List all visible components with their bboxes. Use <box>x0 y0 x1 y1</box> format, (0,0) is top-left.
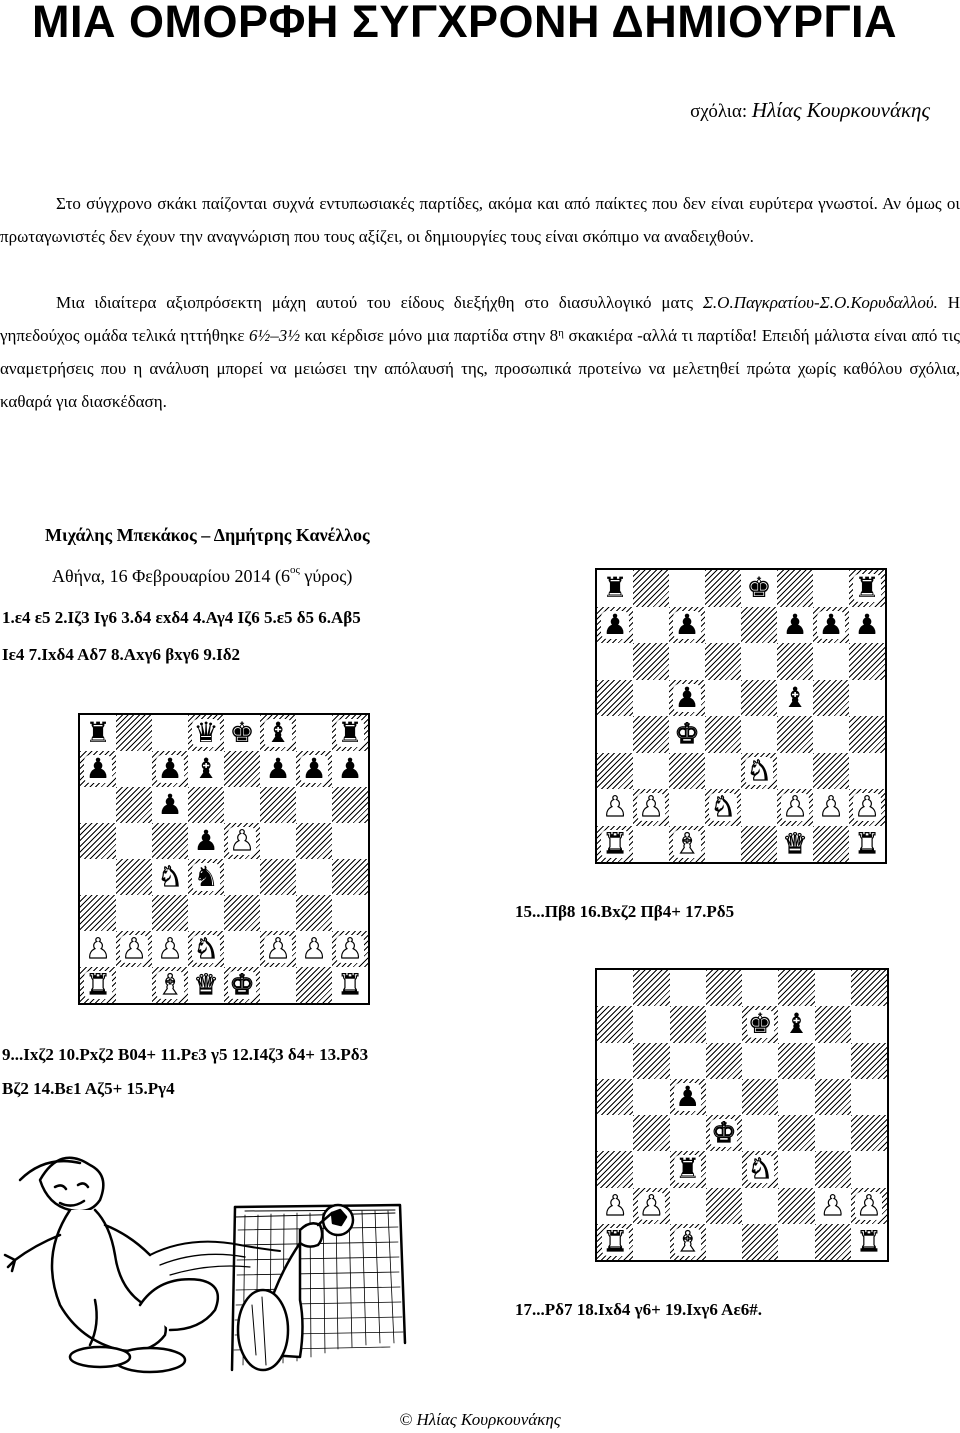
board-square <box>224 895 260 931</box>
white-rook-icon: ♜ <box>85 968 111 1001</box>
white-knight-icon: ♞ <box>157 860 183 893</box>
board-square <box>706 1115 742 1151</box>
board-square <box>849 570 885 607</box>
board-square <box>116 787 152 823</box>
board-square <box>80 715 116 751</box>
black-rook-icon: ♜ <box>675 1152 701 1186</box>
white-queen-icon: ♛ <box>193 968 219 1001</box>
board-square <box>741 826 777 863</box>
black-rook-icon: ♜ <box>337 716 363 749</box>
board-square <box>741 716 777 753</box>
board-square <box>815 1151 851 1187</box>
black-bishop-icon: ♝ <box>265 716 291 749</box>
board-square <box>705 643 741 680</box>
board-square <box>849 716 885 753</box>
board-square <box>597 716 633 753</box>
board-square <box>116 967 152 1003</box>
black-pawn-icon: ♟ <box>782 607 808 641</box>
black-bishop-icon: ♝ <box>782 680 808 714</box>
board-square <box>152 787 188 823</box>
board-square <box>705 789 741 826</box>
board-square <box>741 680 777 717</box>
board-square <box>80 823 116 859</box>
board-square <box>777 643 813 680</box>
board-square <box>815 1006 851 1042</box>
white-pawn-icon: ♟ <box>818 790 844 824</box>
board-square <box>742 1224 778 1260</box>
board-square <box>152 859 188 895</box>
board-square <box>116 823 152 859</box>
white-pawn-icon: ♟ <box>602 790 628 824</box>
board-square <box>296 967 332 1003</box>
board-square <box>188 895 224 931</box>
white-knight-icon: ♞ <box>193 932 219 965</box>
white-king-icon: ♚ <box>229 968 255 1001</box>
venue-sup: ος <box>290 564 300 576</box>
black-pawn-icon: ♟ <box>337 752 363 785</box>
board-square <box>705 680 741 717</box>
black-pawn-icon: ♟ <box>265 752 291 785</box>
white-pawn-icon: ♟ <box>157 932 183 965</box>
board-square <box>813 716 849 753</box>
board-square <box>777 753 813 790</box>
board-square <box>633 1115 669 1151</box>
board-square <box>742 1151 778 1187</box>
board-square <box>633 1006 669 1042</box>
board-square <box>296 715 332 751</box>
black-pawn-icon: ♟ <box>674 607 700 641</box>
board-square <box>741 607 777 644</box>
board-square <box>597 1043 633 1079</box>
board-square <box>116 751 152 787</box>
black-bishop-icon: ♝ <box>193 752 219 785</box>
moves-line: 1.ε4 ε5 2.Ιζ3 Ιγ6 3.δ4 εxδ4 4.Αγ4 Ιζ6 5.ε5 δ5 6.Αβ5 <box>2 608 361 627</box>
board-square <box>778 1224 814 1260</box>
board-square <box>188 859 224 895</box>
board-square <box>188 751 224 787</box>
board-square <box>778 1151 814 1187</box>
board-square <box>778 1115 814 1151</box>
board-square <box>80 931 116 967</box>
board-square <box>849 789 885 826</box>
match-paragraph <box>0 286 960 418</box>
white-pawn-icon: ♟ <box>638 1188 664 1222</box>
black-pawn-icon: ♟ <box>675 1079 701 1113</box>
board-square <box>260 895 296 931</box>
copyright-footer: © Ηλίας Κουρκουνάκης <box>399 1410 561 1429</box>
white-knight-icon: ♞ <box>710 790 736 824</box>
moves-block-4: 17...Ρδ7 18.Ιxδ4 γ6+ 19.Ιxγ6 Αε6#. <box>515 1300 762 1319</box>
board-square <box>778 1188 814 1224</box>
match-text-c: και κέρδισε μόνο μια παρτίδα στην 8 <box>304 326 559 345</box>
white-rook-icon: ♜ <box>602 1224 628 1258</box>
board-square <box>813 680 849 717</box>
board-square <box>849 753 885 790</box>
board-square <box>851 1224 887 1260</box>
board-square <box>778 1043 814 1079</box>
board-square <box>152 823 188 859</box>
board-square <box>706 1079 742 1115</box>
board-square <box>597 826 633 863</box>
board-square <box>633 1224 669 1260</box>
board-square <box>224 787 260 823</box>
board-square <box>224 823 260 859</box>
board-square <box>815 1188 851 1224</box>
board-square <box>260 751 296 787</box>
board-square <box>849 607 885 644</box>
venue-a: Αθήνα, 16 Φεβρουαρίου 2014 (6 <box>52 566 291 586</box>
chess-board-diagram <box>595 968 889 1262</box>
board-square <box>224 931 260 967</box>
board-square <box>815 1115 851 1151</box>
black-pawn-icon: ♟ <box>602 607 628 641</box>
board-square <box>332 967 368 1003</box>
board-square <box>260 931 296 967</box>
board-square <box>597 607 633 644</box>
black-pawn-icon: ♟ <box>674 680 700 714</box>
board-square <box>670 1115 706 1151</box>
board-square <box>633 1151 669 1187</box>
chess-board-diagram <box>78 713 370 1005</box>
black-rook-icon: ♜ <box>854 571 880 605</box>
white-king-icon: ♚ <box>711 1116 737 1150</box>
board-square <box>705 716 741 753</box>
board-square <box>597 789 633 826</box>
moves-line: Ιε4 7.Ιxδ4 Αδ7 8.Αxγ6 βxγ6 9.Ιδ2 <box>2 645 241 664</box>
board-square <box>669 570 705 607</box>
board-square <box>224 967 260 1003</box>
board-square <box>669 789 705 826</box>
board-square <box>815 1079 851 1115</box>
board-square <box>741 570 777 607</box>
white-bishop-icon: ♝ <box>157 968 183 1001</box>
white-pawn-icon: ♟ <box>121 932 147 965</box>
board-square <box>705 570 741 607</box>
board-square <box>116 859 152 895</box>
board-square <box>633 1188 669 1224</box>
white-pawn-icon: ♟ <box>602 1188 628 1222</box>
board-square <box>296 751 332 787</box>
venue-line <box>52 566 352 587</box>
board-square <box>813 789 849 826</box>
board-square <box>116 715 152 751</box>
match-clubs: Σ.Ο.Παγκρατίου-Σ.Ο.Κορυδαλλού. <box>702 293 938 312</box>
board-square <box>188 967 224 1003</box>
players-heading: Μιχάλης Μπεκάκος – Δημήτρης Κανέλλος <box>45 525 370 545</box>
black-pawn-icon: ♟ <box>854 607 880 641</box>
black-pawn-icon: ♟ <box>818 607 844 641</box>
moves-block-1 <box>2 608 361 665</box>
board-square <box>633 970 669 1006</box>
white-pawn-icon: ♟ <box>820 1188 846 1222</box>
board-square <box>296 859 332 895</box>
match-text-a: Μια ιδιαίτερα αξιοπρόσεκτη μάχη αυτού του είδους διεξήχθη στο διασυλλογικό ματς <box>56 293 693 312</box>
board-square <box>633 716 669 753</box>
white-rook-icon: ♜ <box>337 968 363 1001</box>
board-square <box>851 1151 887 1187</box>
board-square <box>813 826 849 863</box>
board-square <box>597 1188 633 1224</box>
white-bishop-icon: ♝ <box>674 826 700 860</box>
board-square <box>741 789 777 826</box>
board-square <box>152 715 188 751</box>
white-bishop-icon: ♝ <box>675 1224 701 1258</box>
byline <box>690 98 930 123</box>
board-square <box>633 607 669 644</box>
board-square <box>851 970 887 1006</box>
board-square <box>851 1079 887 1115</box>
board-square <box>669 753 705 790</box>
board-square <box>669 607 705 644</box>
board-square <box>815 1224 851 1260</box>
black-rook-icon: ♜ <box>85 716 111 749</box>
black-king-icon: ♚ <box>746 571 772 605</box>
board-square <box>80 859 116 895</box>
moves-block-2 <box>2 1045 368 1099</box>
black-pawn-icon: ♟ <box>157 752 183 785</box>
intro-paragraph <box>0 187 960 253</box>
board-square <box>188 931 224 967</box>
intro-text: Στο σύγχρονο σκάκι παίζονται συχνά εντυπωσιακές παρτίδες, ακόμα και από παίκτες που δεν είναι ευρύτερα γνωστοί. Αν όμως οι πρωταγωνιστές δεν έχουν την αναγνώριση που τους αξίζει, οι δημιουργίες τους είναι σκόπιμο να αναδειχθούν. <box>0 194 960 246</box>
board-square <box>777 680 813 717</box>
white-rook-icon: ♜ <box>602 826 628 860</box>
board-square <box>777 716 813 753</box>
board-square <box>706 1151 742 1187</box>
board-square <box>332 859 368 895</box>
chess-board-diagram <box>595 568 887 864</box>
white-pawn-icon: ♟ <box>229 824 255 857</box>
page-title: ΜΙΑ ΟΜΟΡΦΗ ΣΥΓΧΡΟΝΗ ΔΗΜΙΟΥΡΓΙΑ <box>32 0 898 47</box>
board-square <box>670 1006 706 1042</box>
board-square <box>742 1043 778 1079</box>
board-square <box>633 643 669 680</box>
board-square <box>152 751 188 787</box>
board-square <box>332 931 368 967</box>
black-bishop-icon: ♝ <box>783 1007 809 1041</box>
board-square <box>260 787 296 823</box>
board-square <box>742 1079 778 1115</box>
board-square <box>669 716 705 753</box>
black-knight-icon: ♞ <box>193 860 219 893</box>
board-square <box>813 570 849 607</box>
match-score: 6½–3½ <box>248 326 300 345</box>
board-square <box>152 895 188 931</box>
board-square <box>849 826 885 863</box>
board-square <box>224 715 260 751</box>
match-text-d: σκακιέρα -αλλά τι παρτίδα! Επειδή μάλιστα είναι από τις αναμετρήσεις που η ανάλυση μπορεί να μειώσει την απόλαυσή της, προσωπικά προτείνω να μελετηθεί πρώτα χωρίς καθόλου σχόλια, καθαρά για διασκέδαση. <box>0 326 960 411</box>
board-square <box>706 1188 742 1224</box>
black-king-icon: ♚ <box>747 1007 773 1041</box>
board-square <box>597 570 633 607</box>
board-square <box>670 1079 706 1115</box>
goalkeeper-cartoon <box>0 1125 430 1375</box>
board-square <box>597 970 633 1006</box>
moves-block-3: 15...Πβ8 16.Βxζ2 Πβ4+ 17.Ρδ5 <box>515 902 735 921</box>
board-square <box>597 1224 633 1260</box>
board-square <box>633 1043 669 1079</box>
board-square <box>815 970 851 1006</box>
board-square <box>849 680 885 717</box>
board-square <box>777 826 813 863</box>
board-square <box>633 826 669 863</box>
white-pawn-icon: ♟ <box>854 790 880 824</box>
board-square <box>633 680 669 717</box>
board-square <box>332 751 368 787</box>
board-square <box>669 680 705 717</box>
board-square <box>669 826 705 863</box>
black-pawn-icon: ♟ <box>193 824 219 857</box>
match-sup: η <box>558 327 564 339</box>
board-square <box>188 787 224 823</box>
board-square <box>777 570 813 607</box>
board-square <box>777 607 813 644</box>
board-square <box>116 931 152 967</box>
board-square <box>260 859 296 895</box>
board-square <box>815 1043 851 1079</box>
board-square <box>670 1043 706 1079</box>
board-square <box>669 643 705 680</box>
board-square <box>332 787 368 823</box>
board-square <box>742 970 778 1006</box>
board-square <box>597 1006 633 1042</box>
board-square <box>670 1151 706 1187</box>
white-pawn-icon: ♟ <box>265 932 291 965</box>
white-queen-icon: ♛ <box>782 826 808 860</box>
board-square <box>260 715 296 751</box>
board-square <box>741 753 777 790</box>
board-square <box>706 1224 742 1260</box>
board-square <box>152 967 188 1003</box>
white-king-icon: ♚ <box>674 717 700 751</box>
board-square <box>80 967 116 1003</box>
board-square <box>332 895 368 931</box>
board-square <box>706 1006 742 1042</box>
board-square <box>597 1079 633 1115</box>
board-square <box>296 931 332 967</box>
board-square <box>80 787 116 823</box>
board-square <box>80 895 116 931</box>
board-square <box>597 680 633 717</box>
board-square <box>633 1079 669 1115</box>
board-square <box>778 1079 814 1115</box>
board-square <box>332 715 368 751</box>
black-queen-icon: ♛ <box>193 716 219 749</box>
white-rook-icon: ♜ <box>856 1224 882 1258</box>
board-square <box>597 643 633 680</box>
board-square <box>851 1043 887 1079</box>
board-square <box>706 970 742 1006</box>
board-square <box>741 643 777 680</box>
moves-line: 9...Ιxζ2 10.Ρxζ2 Β04+ 11.Ρε3 γ5 12.Ι4ζ3 δ4+ 13.Ρδ3 <box>2 1045 369 1064</box>
board-square <box>224 859 260 895</box>
board-square <box>705 607 741 644</box>
board-square <box>813 753 849 790</box>
moves-line: Βζ2 14.Βε1 Αζ5+ 15.Ργ4 <box>2 1079 175 1098</box>
board-square <box>633 789 669 826</box>
board-square <box>597 1115 633 1151</box>
board-square <box>188 823 224 859</box>
board-square <box>633 570 669 607</box>
board-square <box>670 970 706 1006</box>
author-name: Ηλίας Κουρκουνάκης <box>751 98 930 122</box>
white-pawn-icon: ♟ <box>782 790 808 824</box>
white-knight-icon: ♞ <box>747 1152 773 1186</box>
board-square <box>152 931 188 967</box>
board-square <box>813 643 849 680</box>
board-square <box>706 1043 742 1079</box>
board-square <box>188 715 224 751</box>
board-square <box>813 607 849 644</box>
board-square <box>778 970 814 1006</box>
board-square <box>260 967 296 1003</box>
white-knight-icon: ♞ <box>746 753 772 787</box>
black-king-icon: ♚ <box>229 716 255 749</box>
board-square <box>597 1151 633 1187</box>
board-square <box>597 753 633 790</box>
white-pawn-icon: ♟ <box>638 790 664 824</box>
board-square <box>260 823 296 859</box>
board-square <box>851 1115 887 1151</box>
board-square <box>777 789 813 826</box>
black-pawn-icon: ♟ <box>301 752 327 785</box>
board-square <box>670 1224 706 1260</box>
white-pawn-icon: ♟ <box>85 932 111 965</box>
match-text-b: Η γηπεδούχος ομάδα τελικά ηττήθηκε <box>0 293 960 345</box>
board-square <box>80 751 116 787</box>
board-square <box>851 1006 887 1042</box>
white-pawn-icon: ♟ <box>856 1188 882 1222</box>
black-rook-icon: ♜ <box>602 571 628 605</box>
comments-label: σχόλια: <box>690 101 748 122</box>
board-square <box>116 895 152 931</box>
white-pawn-icon: ♟ <box>337 932 363 965</box>
board-square <box>705 826 741 863</box>
board-square <box>296 823 332 859</box>
board-square <box>670 1188 706 1224</box>
venue-b: γύρος) <box>304 566 353 586</box>
board-square <box>742 1115 778 1151</box>
board-square <box>296 787 332 823</box>
board-square <box>742 1006 778 1042</box>
white-rook-icon: ♜ <box>854 826 880 860</box>
board-square <box>332 823 368 859</box>
board-square <box>849 643 885 680</box>
board-square <box>851 1188 887 1224</box>
board-square <box>742 1188 778 1224</box>
board-square <box>778 1006 814 1042</box>
board-square <box>296 895 332 931</box>
board-square <box>224 751 260 787</box>
board-square <box>633 753 669 790</box>
board-square <box>705 753 741 790</box>
black-pawn-icon: ♟ <box>85 752 111 785</box>
white-pawn-icon: ♟ <box>301 932 327 965</box>
black-pawn-icon: ♟ <box>157 788 183 821</box>
